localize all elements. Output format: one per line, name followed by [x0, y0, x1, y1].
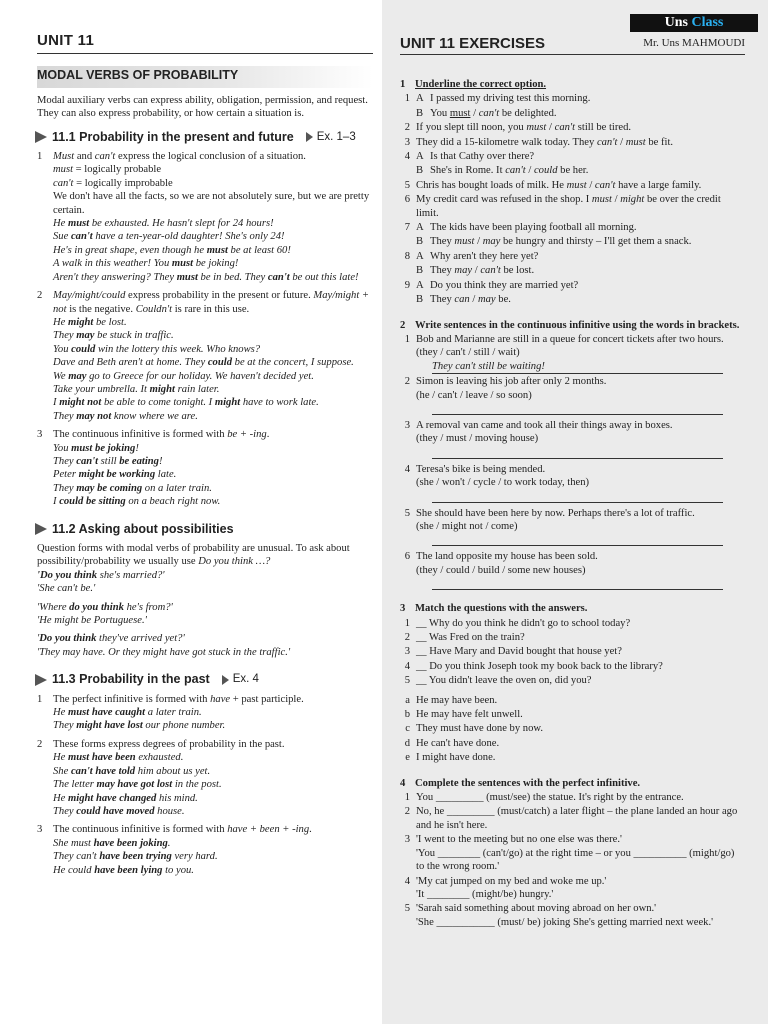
arrow-icon — [35, 674, 47, 686]
question-3: 3 Match the questions with the answers. — [400, 603, 588, 615]
question-4: 4 Complete the sentences with the perfect infinitive. — [400, 777, 641, 789]
question-1: 1 Underline the correct option. — [400, 79, 547, 90]
rule-item: 2 These forms express degrees of probability in the past. — [37, 738, 285, 750]
section-11-2-heading — [37, 523, 372, 536]
section-title: 11.1 Probability in the present and future — [52, 129, 294, 144]
exercises-panel: Uns Class UNIT 11 EXERCISES Mr. Uns MAHMOUDI 1 Underline the correct option. 1 A I passed my driving test this morning. B You must / can't be delighted. 2 If you slept till noon, you must / can't still be tired. 3 They did a 15-kilometre walk today. They can't / must be fit. 4 A Is that Cathy over there? B She's in Rome. It can't / could be her. 5 Chris has bought loads of milk. He must / can't have a large family. 6 My credit card was refused in the shop. I must / might be over the credit limit. 7 A The kids have been playing football all morning. B They must / may be hungry and thirsty – I'll get them a snack. 8 A Why aren't they here yet? B They may / can't be lost. 9 A Do you think they are married yet? B They can / may be. 2 Write sentences in the continuous infinitive using the words in brackets. 1 Bob and Marianne are still in a queue for concert tickets after two hours. (they / can't / still / wait) They can't still be waiting! 2 Simon is leaving his job after only 2 months. (he / can't / leave / so soon) 3 A removal van came and took all their things away in boxes. (they / must / moving house) 4 Teresa's bike is being mended. (she / won't / cycle / to work today, then) 5 She should have been here by now. Perhaps there's a lot of traffic. (she / might not / come) 6 The land opposite my house has been sold. (they / could / build / some new houses) 3 Match the questions with the answers. 1 __ Why do you think he didn't go to school today? 2 __ Was Fred on the train? 3 __ Have Mary and David bought that house yet? 4 __ Do you think Joseph took my book back to the library? 5 __ You didn't leave the oven on, did you? a He may have been. b He may have felt unwell. c They must have done by now. d He can't have done. e I might have done. 4 Complete the sentences with the perfect infinitive. 1 You _________ (must/see) the statue. It's right by the entrance. 2 No, he _________ (must/catch) a later flight – the plane landed an hour ago and he isn't here. 3 'I went to the meeting but no one else was there.' 'You ________ (can't/go) at the right time – or you __________ (might/go) to the wrong room.' 4 'My cat jumped on my bed and woke me up.' 'It ________ (might/be) hungry.' 5 'Sarah said something about moving abroad on her own.' 'She ___________ (must/ be) joking She's getting married next week.' — [382, 0, 768, 1024]
arrow-icon — [306, 132, 313, 142]
rule-item: 1 The perfect infinitive is formed with have + past participle. — [37, 693, 304, 705]
question-2: 2 Write sentences in the continuous infinitive using the words in brackets. — [400, 319, 740, 331]
section-11-1-heading — [37, 131, 372, 144]
answer-line[interactable] — [432, 533, 723, 546]
rule-item: 2 May/might/could express probability in the present or future. May/might + not is the negative. Couldn't is rare in this use. — [37, 290, 370, 315]
exercises-title: UNIT 11 EXERCISES — [400, 35, 546, 52]
unit-title: UNIT 11 — [37, 34, 373, 54]
answer-line[interactable] — [432, 490, 723, 503]
exercises-header — [400, 37, 745, 55]
author-name: Mr. Uns MAHMOUDI — [643, 37, 745, 49]
answer-line[interactable]: They can't still be waiting! — [432, 360, 723, 374]
rule-item: 3 The continuous infinitive is formed with have + been + -ing. — [37, 824, 312, 836]
arrow-icon — [35, 523, 47, 535]
section-heading — [37, 66, 373, 87]
answer-line[interactable] — [432, 402, 723, 415]
exercise-ref: Ex. 1–3 — [316, 130, 356, 143]
section-11-3-heading — [37, 673, 372, 686]
answer-line[interactable] — [432, 577, 723, 590]
rule-item: 1 Must and can't express the logical conclusion of a situation. — [37, 151, 306, 163]
arrow-icon — [35, 131, 47, 143]
exercise-ref: Ex. 4 — [232, 673, 259, 686]
section-title: 11.2 Asking about possibilities — [52, 521, 234, 536]
intro-text: Modal auxiliary verbs can express ability, obligation, permission, and request. They can also express probability, or how certain a situation is. — [37, 94, 368, 120]
heading-text: MODAL VERBS OF PROBABILITY — [37, 68, 239, 83]
rule-item: 3 The continuous infinitive is formed with be + -ing. — [37, 429, 270, 441]
section-title: 11.3 Probability in the past — [52, 672, 210, 687]
answer-line[interactable] — [432, 446, 723, 459]
brand-logo: Uns Class — [630, 14, 758, 32]
grammar-panel: UNIT 11 MODAL VERBS OF PROBABILITY Modal auxiliary verbs can express ability, obligation, permission, and request. They can also express probability, or how certain a situation is. 11.1 Probability in the present and future Ex. 1–3 1 Must and can't express the logical conclusion of a situation. must = logically probable can't = logically improbable We don't have all the facts, so we are not absolutely sure, but we are pretty certain. He must be exhausted. He hasn't slept for 24 hours! Sue can't have a ten-year-old daughter! She's only 24! He's in great shape, even though he must be at least 60! A walk in this weather! You must be joking! Aren't they answering? They must be in bed. They can't be out this late! 2 May/might/could express probability in the present or future. May/might + not is the negative. Couldn't is rare in this use. He might be lost. They may be stuck in traffic. You could win the lottery this week. Who knows? Dave and Beth aren't at home. They could be at the concert, I suppose. We may go to Greece for our holiday. We haven't decided yet. Take your umbrella. It might rain later. I might not be able to come tonight. I might have to work late. They may not know where we are. 3 The continuous infinitive is formed with be + -ing. You must be joking! They can't still be eating! Peter might be working late. They may be coming on a later train. I could be sitting on a beach right now. 11.2 Asking about possibilities Question forms with modal verbs of probability are unusual. To ask about possibility/probability we usually use Do you think …? 'Do you think she's married?' 'She can't be.' 'Where do you think he's from?' 'He might be Portuguese.' 'Do you think they've arrived yet?' 'They may have. Or they might have got stuck in the traffic.' 11.3 Probability in the past Ex. 4 1 The perfect infinitive is formed with have + past participle. He must have caught a later train. They might have lost our phone number. 2 These forms express degrees of probability in the past. He must have been exhausted. She can't have told him about us yet. The letter may have got lost in the post. He might have changed his mind. They could have moved house. 3 The continuous infinitive is formed with have + been + -ing. She must have been joking. They can't have been trying very hard. He could have been lying to you. — [0, 0, 382, 1024]
arrow-icon — [222, 675, 229, 685]
